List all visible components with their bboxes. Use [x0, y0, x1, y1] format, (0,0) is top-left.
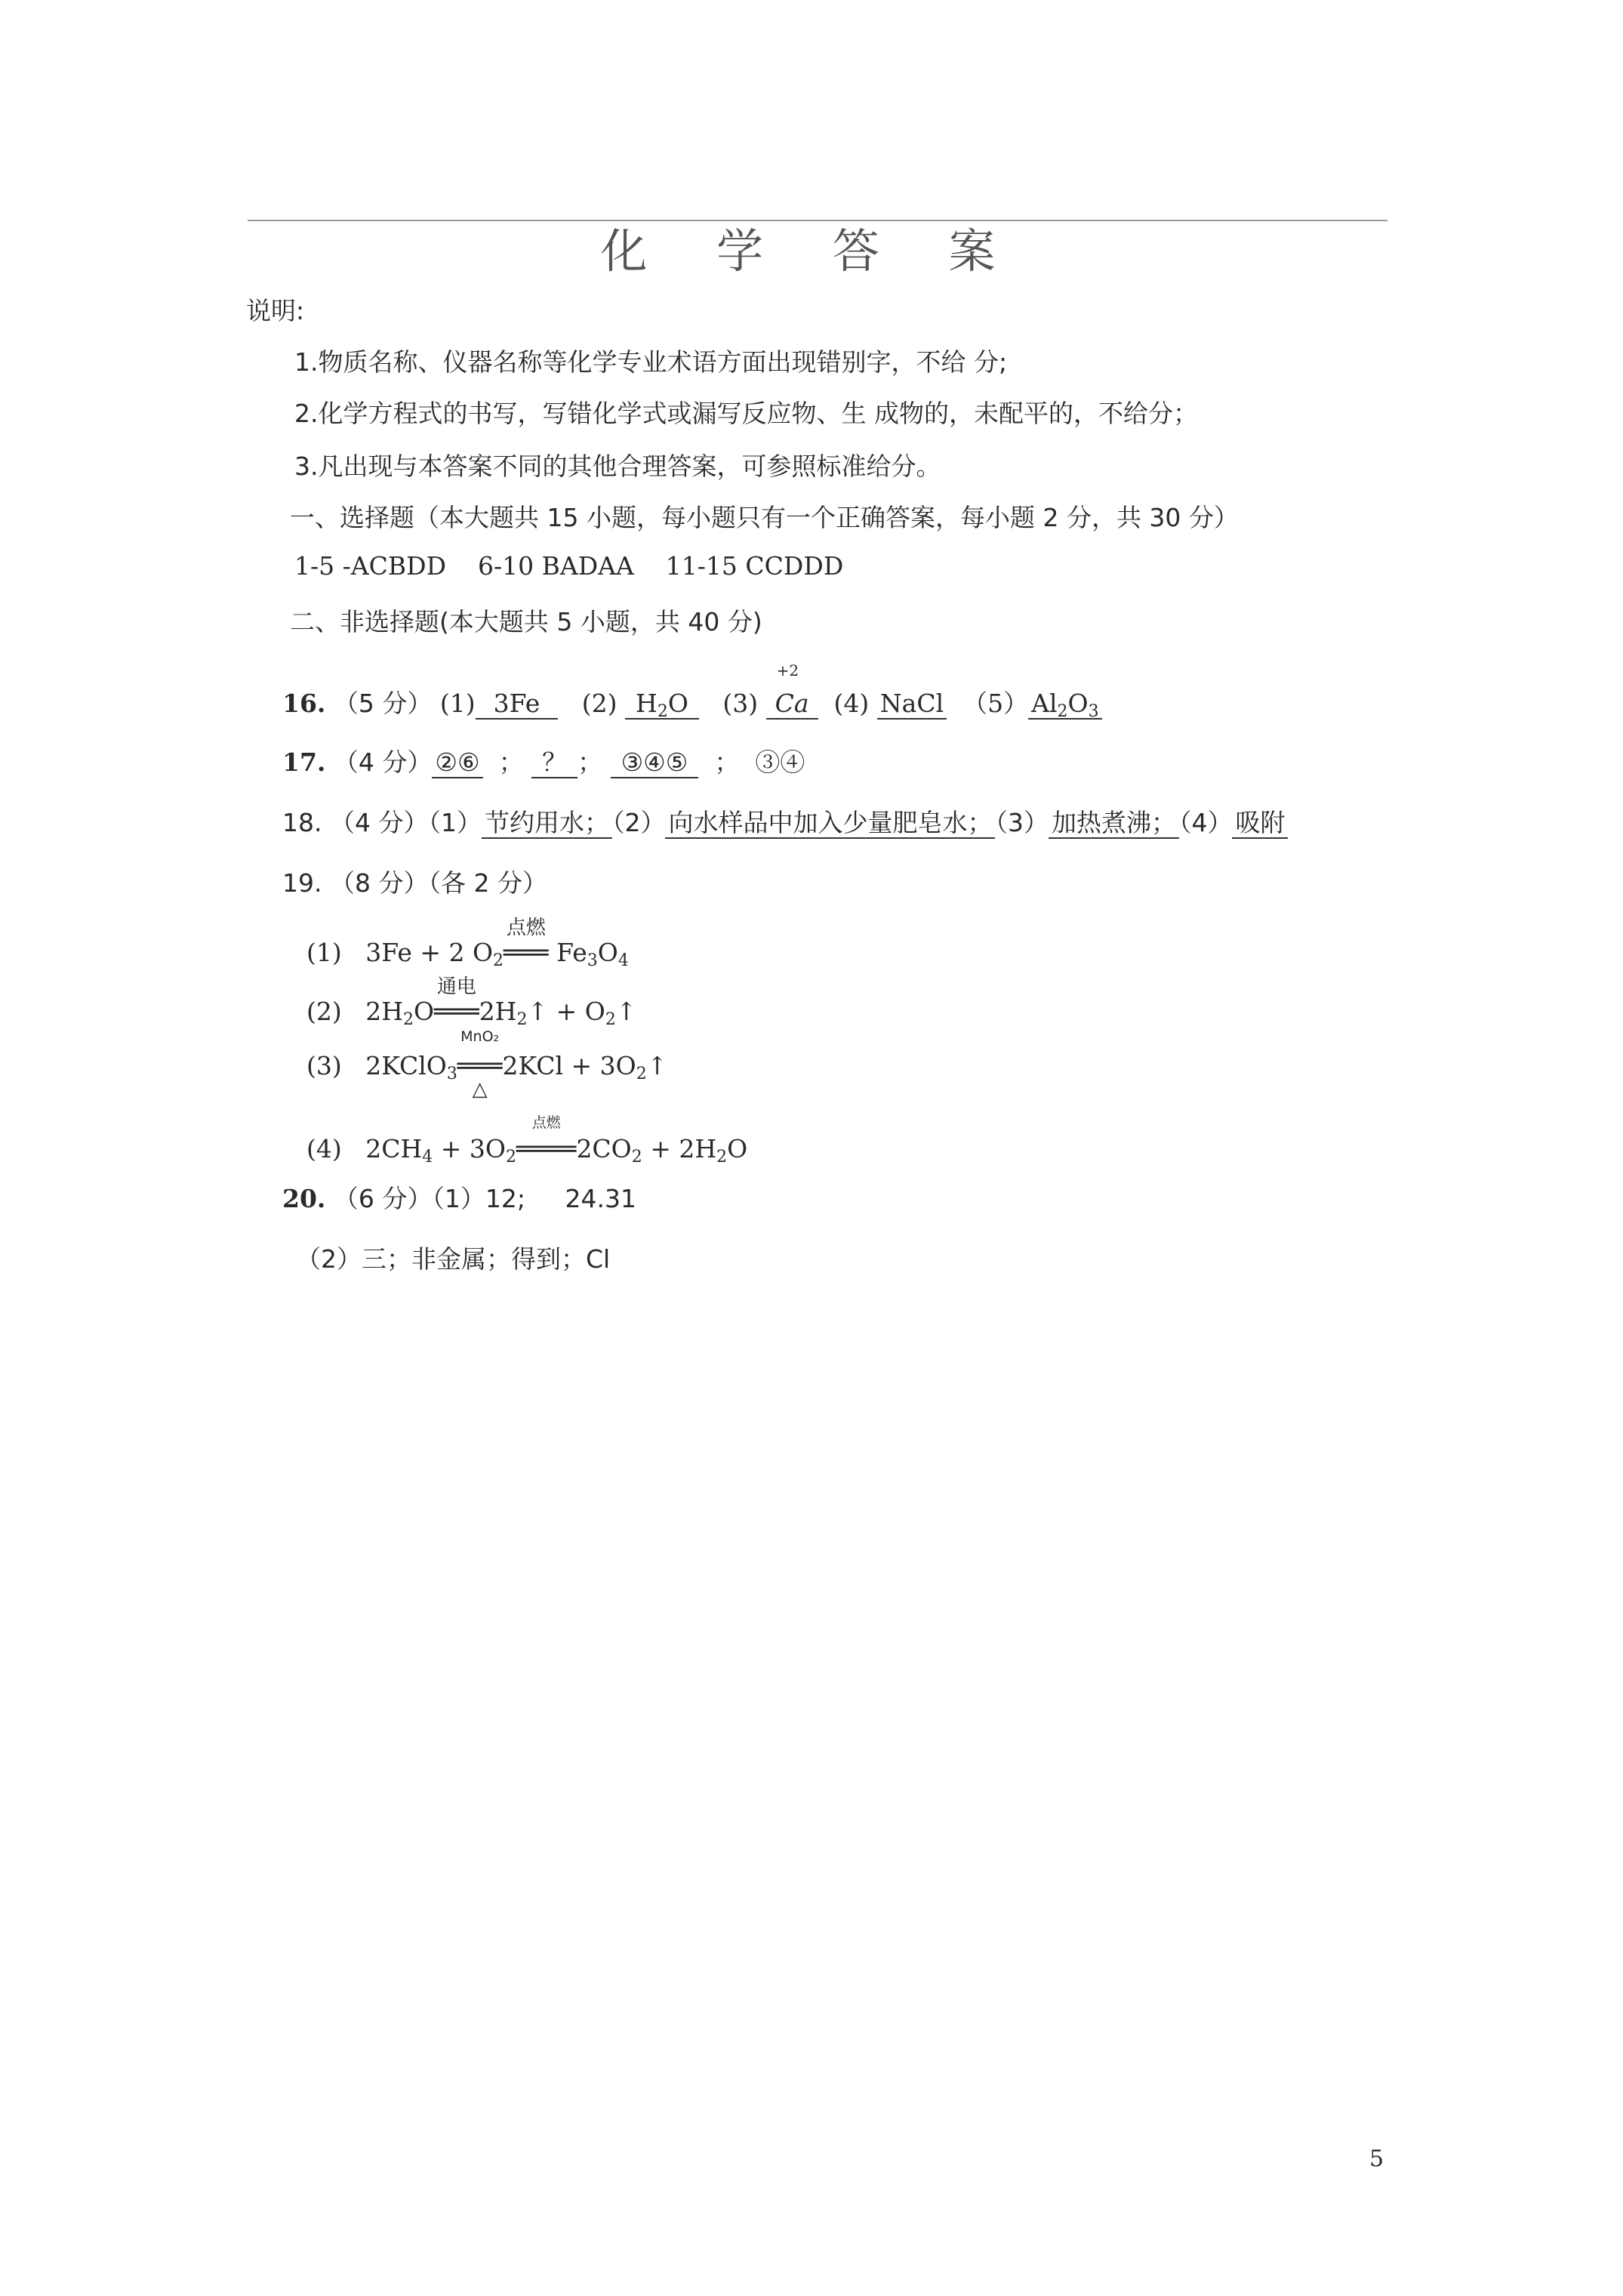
q20-line-1: [282, 1179, 636, 1215]
q16-number: 16.: [282, 689, 326, 718]
q16-line: [282, 661, 1102, 721]
page-title: 化 学 答 案: [600, 223, 1023, 279]
note-1: 1.物质名称、仪器名称等化学专业术语方面出现错别字，不给 分;: [294, 347, 1008, 377]
q16-answer-2: $H_2O$: [625, 689, 699, 720]
q16-score: （5 分）: [333, 689, 433, 718]
reaction-condition: 点燃 ════: [516, 1114, 577, 1163]
q17-line: [282, 743, 805, 778]
page-number: 5: [1369, 2146, 1384, 2172]
q18-p1: （1）: [428, 808, 482, 837]
q16-p3: (3): [722, 689, 759, 718]
note-2: 2.化学方程式的书写，写错化学式或漏写反应物、生 成物的，未配平的，不给分；: [294, 399, 1198, 428]
section1-heading: 一、选择题（本大题共 15 小题，每小题只有一个正确答案，每小题 2 分，共 30 分）: [290, 503, 1239, 532]
section1-answers: 1-5 -ACBDD 6-10 BADAA 11-15 CCDDD: [294, 551, 844, 581]
charge-label: +2: [776, 661, 799, 680]
q18-answer-4: 吸附: [1232, 808, 1288, 839]
equation-4: (4) $2CH_4 + 3O_2$ 点燃 $════2CO_2 + 2H_2O$: [306, 1114, 748, 1166]
q19-line: [282, 864, 547, 899]
q17-answer-1: ②⑥: [432, 747, 482, 778]
q17-number: 17.: [282, 747, 326, 777]
q16-answer-4: NaCl: [877, 689, 947, 720]
reaction-condition: 通电 ═══: [434, 975, 479, 1026]
equation-1: (1) 3Fe + 2 $O_2$ 点燃 ═══ $Fe_3O_4$: [306, 917, 629, 970]
q16-p2: (2): [581, 689, 617, 718]
q18-line: [282, 803, 1288, 839]
q18-p3: （3）: [995, 808, 1049, 837]
note-3: 3.凡出现与本答案不同的其他合理答案，可参照标准给分。: [294, 451, 941, 481]
q16-answer-5: $Al_2O_3$: [1028, 689, 1101, 720]
q20-answer-2: （2）三；非金属；得到；Cl: [296, 1244, 611, 1274]
note-heading: 说明:: [246, 296, 305, 325]
q20-score: （6 分）: [333, 1184, 433, 1213]
q20-answer-1: （1）12; 24.31: [432, 1184, 636, 1213]
equation-3: (3) 2KClO$_3$ MnO₂ ═══ △ $2KCl + 3O_2↑$: [306, 1028, 668, 1101]
equation-2: (2) $2H_2O$ 通电 $═══2H_2↑$ + $O_2↑$: [306, 975, 637, 1029]
q18-number: 18.: [282, 808, 322, 837]
q18-answer-1: 节约用水；: [482, 808, 612, 839]
reaction-condition: 点燃 ═══: [504, 917, 549, 967]
q17-sep-2: ；: [577, 747, 603, 777]
q16-p5: （5）: [962, 689, 1029, 718]
q17-answer-4: ③④: [755, 747, 805, 777]
q18-p4: （4）: [1178, 808, 1233, 837]
q19-number: 19.: [282, 868, 322, 898]
q18-score: （4 分）: [329, 808, 429, 837]
q16-p4: (4): [833, 689, 870, 718]
q16-p1: (1): [439, 689, 476, 718]
section2-heading: 二、非选择题(本大题共 5 小题，共 40 分): [290, 607, 762, 636]
q17-sep-1: ；: [498, 747, 524, 777]
q18-answer-2: 向水样品中加入少量肥皂水；: [665, 808, 995, 839]
q17-sep-3: ；: [714, 747, 740, 777]
q18-p2: （2）: [611, 808, 666, 837]
q17-answer-2: ？: [531, 747, 577, 778]
q19-score: （8 分）（各 2 分）: [329, 868, 547, 898]
q17-score: （4 分）: [333, 747, 433, 777]
reaction-condition: MnO₂ ═══ △: [457, 1028, 503, 1101]
q17-answer-3: ③④⑤: [611, 747, 699, 778]
q20-number: 20.: [282, 1184, 326, 1213]
q18-answer-3: 加热煮沸；: [1049, 808, 1179, 839]
q16-answer-3: +2 Ca: [766, 689, 818, 720]
q16-answer-1: 3Fe: [476, 689, 559, 720]
